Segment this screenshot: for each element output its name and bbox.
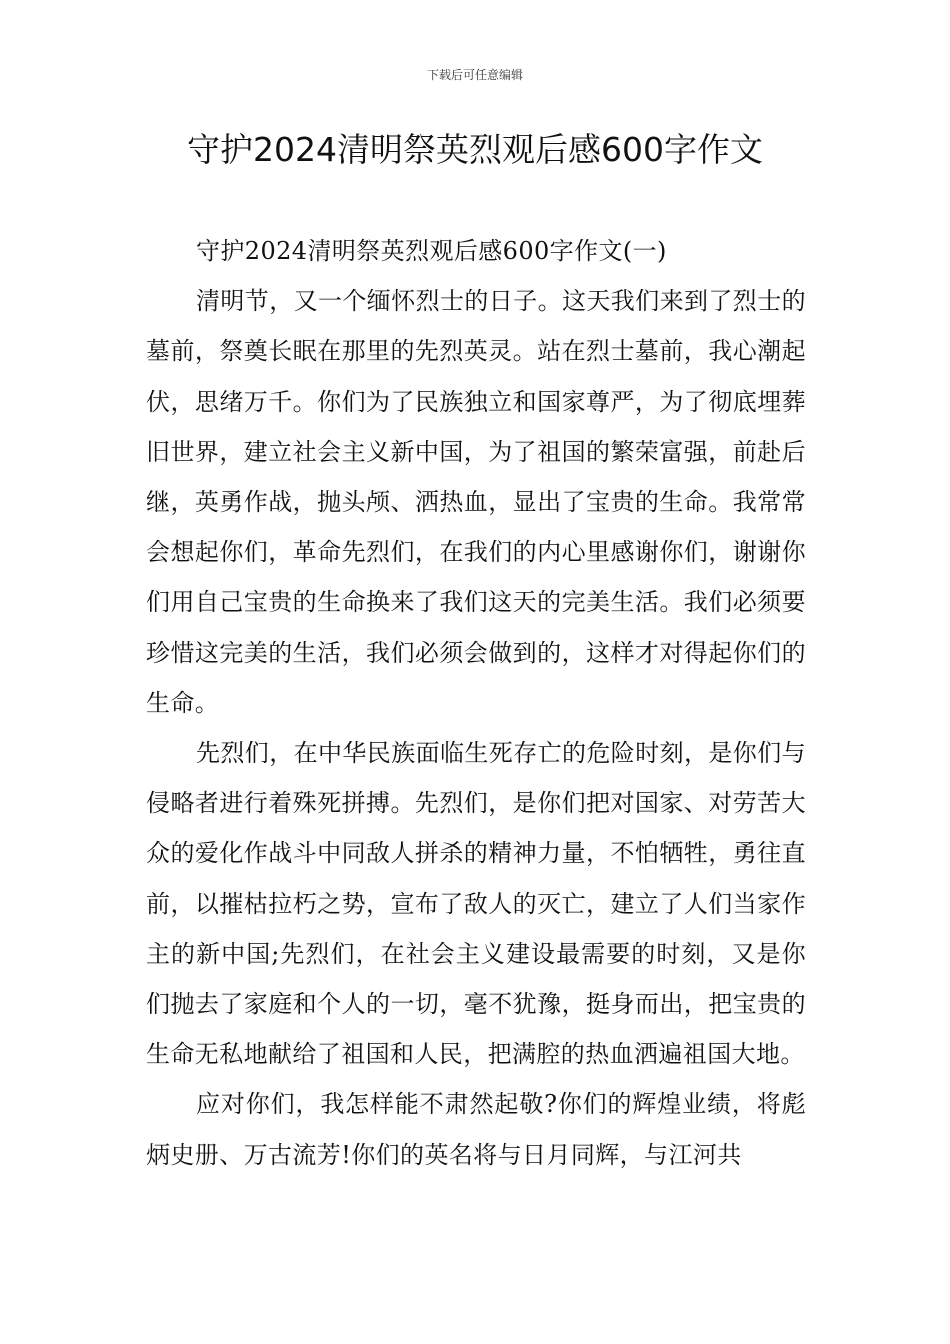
header-note: 下载后可任意编辑 — [426, 68, 523, 82]
paragraph: 应对你们，我怎样能不肃然起敬?你们的辉煌业绩，将彪炳史册、万古流芳!你们的英名将与日月同辉，与江河共 — [146, 1090, 806, 1169]
paragraph-subtitle: 守护2024清明祭英烈观后感600字作文(一) — [196, 237, 667, 265]
document-title: 守护2024清明祭英烈观后感600字作文 — [187, 130, 763, 169]
paragraph: 先烈们，在中华民族面临生死存亡的危险时刻，是你们与侵略者进行着殊死拼搏。先烈们，是你们把对国家、对劳苦大众的爱化作战斗中同敌人拼杀的精神力量，不怕牺牲，勇往直前，以摧枯拉朽之势，宣布了敌人的灭亡，建立了人们当家作主的新中国;先烈们，在社会主义建设最需要的时刻，又是你们抛去了家庭和个人的一切，毫不犹豫，挺身而出，把宝贵的生命无私地献给了祖国和人民，把满腔的热血洒遍祖国大地。 — [146, 739, 806, 1069]
paragraph: 清明节，又一个缅怀烈士的日子。这天我们来到了烈士的墓前，祭奠长眠在那里的先烈英灵。站在烈士墓前，我心潮起伏，思绪万千。你们为了民族独立和国家尊严，为了彻底埋葬旧世界，建立社会主义新中国，为了祖国的繁荣富强，前赴后继，英勇作战，抛头颅、洒热血，显出了宝贵的生命。我常常会想起你们，革命先烈们，在我们的内心里感谢你们，谢谢你们用自己宝贵的生命换来了我们这天的完美生活。我们必须要珍惜这完美的生活，我们必须会做到的，这样才对得起你们的生命。 — [146, 287, 806, 717]
document-body — [146, 226, 806, 1180]
